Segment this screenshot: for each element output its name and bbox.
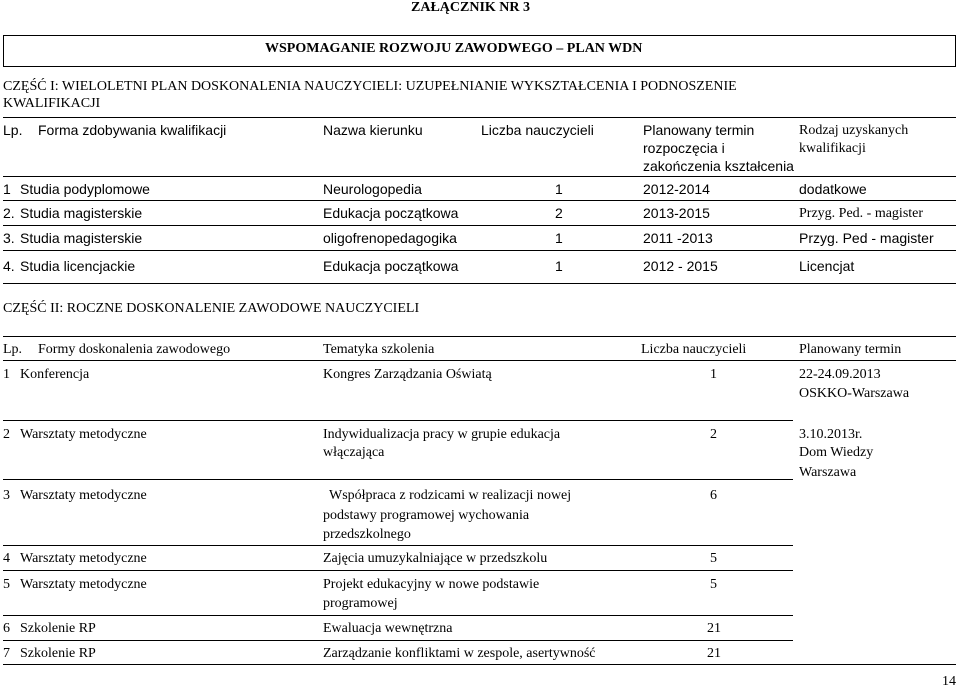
- part2-cell-form: Warsztaty metodyczne: [20, 427, 147, 442]
- part1-title-line2: KWALIFIKACJI: [3, 96, 101, 111]
- part2-grid-line: [3, 420, 793, 421]
- part1-cell-count: 1: [555, 230, 563, 246]
- part1-cell-qual: Przyg. Ped - magister: [799, 230, 934, 246]
- part1-grid-line: [3, 283, 956, 284]
- part2-title: CZĘŚĆ II: ROCZNE DOSKONALENIE ZAWODOWE NAUCZYCIELI: [3, 301, 420, 316]
- part1-cell-count: 1: [555, 181, 563, 197]
- part1-cell-qual: Przyg. Ped. - magister: [799, 206, 924, 221]
- part1-cell-count: 1: [555, 258, 563, 274]
- part2-grid-line: [3, 360, 956, 361]
- part1-col-term-line1: Planowany termin: [643, 122, 755, 138]
- part1-cell-lp: 4.: [3, 258, 15, 274]
- part2-cell-count: 21: [707, 646, 721, 661]
- part2-cell-count: 6: [710, 488, 717, 503]
- part1-cell-lp: 2.: [3, 205, 15, 221]
- part1-grid-line: [3, 176, 956, 177]
- part2-col-count: Liczba nauczycieli: [641, 342, 747, 357]
- part1-cell-term: 2013-2015: [643, 205, 710, 221]
- part1-col-qual-line1: Rodzaj uzyskanych: [799, 123, 909, 138]
- part1-cell-lp: 3.: [3, 230, 15, 246]
- part1-title-line1: CZĘŚĆ I: WIELOLETNI PLAN DOSKONALENIA NAUCZYCIELI: UZUPEŁNIANIE WYKSZTAŁCENIA I PODNOSZENIE: [3, 79, 737, 94]
- part2-cell-topic: Kongres Zarządzania Oświatą: [323, 367, 492, 382]
- part2-cell-form: Szkolenie RP: [20, 621, 96, 636]
- part2-cell-lp: 2: [3, 427, 10, 442]
- part1-cell-form: Studia magisterskie: [20, 230, 143, 246]
- part2-grid-line: [3, 640, 793, 641]
- part1-cell-form: Studia podyplomowe: [20, 181, 150, 197]
- part2-col-form: Formy doskonalenia zawodowego: [38, 342, 231, 357]
- part1-cell-field: oligofrenopedagogika: [323, 230, 457, 246]
- part2-cell-term-line3: Warszawa: [799, 465, 857, 480]
- page-number: 14: [942, 674, 956, 689]
- part1-cell-term: 2011 -2013: [643, 230, 713, 246]
- part1-cell-count: 2: [555, 205, 563, 221]
- part2-cell-form: Konferencja: [20, 367, 90, 382]
- part2-cell-topic-line1: Indywidualizacja pracy w grupie edukacja: [323, 427, 561, 442]
- part2-cell-form: Warsztaty metodyczne: [20, 551, 147, 566]
- part2-col-term: Planowany termin: [799, 342, 902, 357]
- part2-cell-topic-line1: Projekt edukacyjny w nowe podstawie: [323, 577, 540, 592]
- part1-col-form: Forma zdobywania kwalifikacji: [38, 122, 227, 138]
- part2-cell-topic: Ewaluacja wewnętrzna: [323, 621, 453, 636]
- part2-grid-line: [3, 664, 956, 665]
- part2-cell-form: Szkolenie RP: [20, 646, 96, 661]
- banner-right-border: [955, 35, 956, 67]
- attachment-title: ZAŁĄCZNIK NR 3: [411, 0, 531, 15]
- banner-title: WSPOMAGANIE ROZWOJU ZAWODWEGO – PLAN WDN: [265, 41, 643, 56]
- part2-col-lp: Lp.: [3, 342, 23, 357]
- part1-cell-field: Edukacja początkowa: [323, 205, 459, 221]
- part2-col-topic: Tematyka szkolenia: [323, 342, 435, 357]
- part1-grid-line: [3, 200, 956, 201]
- part2-cell-topic: Zajęcia umuzykalniające w przedszkolu: [323, 551, 548, 566]
- part2-cell-topic-line1: Współpraca z rodzicami w realizacji nowej: [329, 488, 572, 503]
- part1-cell-form: Studia licencjackie: [20, 258, 136, 274]
- part2-cell-term-line1: 3.10.2013r.: [799, 427, 863, 442]
- banner-top-border: [3, 35, 956, 36]
- part2-cell-lp: 7: [3, 646, 10, 661]
- banner-bottom-border: [3, 66, 956, 67]
- part2-grid-line: [3, 479, 793, 480]
- part1-col-field: Nazwa kierunku: [323, 122, 423, 138]
- part1-col-qual-line2: kwalifikacji: [799, 141, 866, 156]
- part1-cell-field: Edukacja początkowa: [323, 258, 459, 274]
- part2-grid-line: [3, 545, 793, 546]
- part2-cell-count: 5: [710, 577, 717, 592]
- part2-grid-line: [3, 615, 793, 616]
- part1-cell-term: 2012-2014: [643, 181, 710, 197]
- part2-grid-line: [3, 336, 956, 337]
- part1-cell-qual: dodatkowe: [799, 181, 867, 197]
- part2-cell-topic-line2: włączająca: [323, 445, 385, 460]
- part2-cell-term-line2: Dom Wiedzy: [799, 445, 874, 460]
- part2-cell-count: 5: [710, 551, 717, 566]
- part1-col-lp: Lp.: [3, 122, 23, 138]
- part1-col-term-line3: zakończenia kształcenia: [643, 158, 794, 174]
- part2-cell-lp: 3: [3, 488, 10, 503]
- part1-grid-line: [3, 117, 956, 118]
- part2-cell-topic-line3: przedszkolnego: [323, 527, 411, 542]
- part2-cell-lp: 6: [3, 621, 10, 636]
- part2-cell-topic: Zarządzanie konfliktami w zespole, asertywność: [323, 646, 596, 661]
- part2-cell-topic-line2: podstawy programowej wychowania: [323, 508, 530, 523]
- part2-cell-count: 1: [710, 367, 717, 382]
- part1-cell-term: 2012 - 2015: [643, 258, 718, 274]
- part1-col-count: Liczba nauczycieli: [481, 122, 594, 138]
- part1-grid-line: [3, 225, 956, 226]
- part2-cell-term-line2: OSKKO-Warszawa: [799, 386, 910, 401]
- part2-cell-lp: 5: [3, 577, 10, 592]
- part1-grid-line: [3, 250, 956, 251]
- banner-left-border: [3, 35, 4, 67]
- part1-cell-lp: 1: [3, 181, 11, 197]
- part2-cell-count: 2: [710, 427, 717, 442]
- part1-col-term-line2: rozpoczęcia i: [643, 140, 725, 156]
- part2-grid-line: [3, 570, 793, 571]
- part1-cell-qual: Licencjat: [799, 258, 855, 274]
- part2-cell-form: Warsztaty metodyczne: [20, 488, 147, 503]
- part2-cell-term-line1: 22-24.09.2013: [799, 367, 881, 382]
- part1-cell-form: Studia magisterskie: [20, 205, 143, 221]
- part1-cell-field: Neurologopedia: [323, 181, 422, 197]
- part2-cell-count: 21: [707, 621, 721, 636]
- part2-cell-topic-line2: programowej: [323, 596, 398, 611]
- part2-cell-lp: 4: [3, 551, 10, 566]
- part2-cell-form: Warsztaty metodyczne: [20, 577, 147, 592]
- part2-cell-lp: 1: [3, 367, 10, 382]
